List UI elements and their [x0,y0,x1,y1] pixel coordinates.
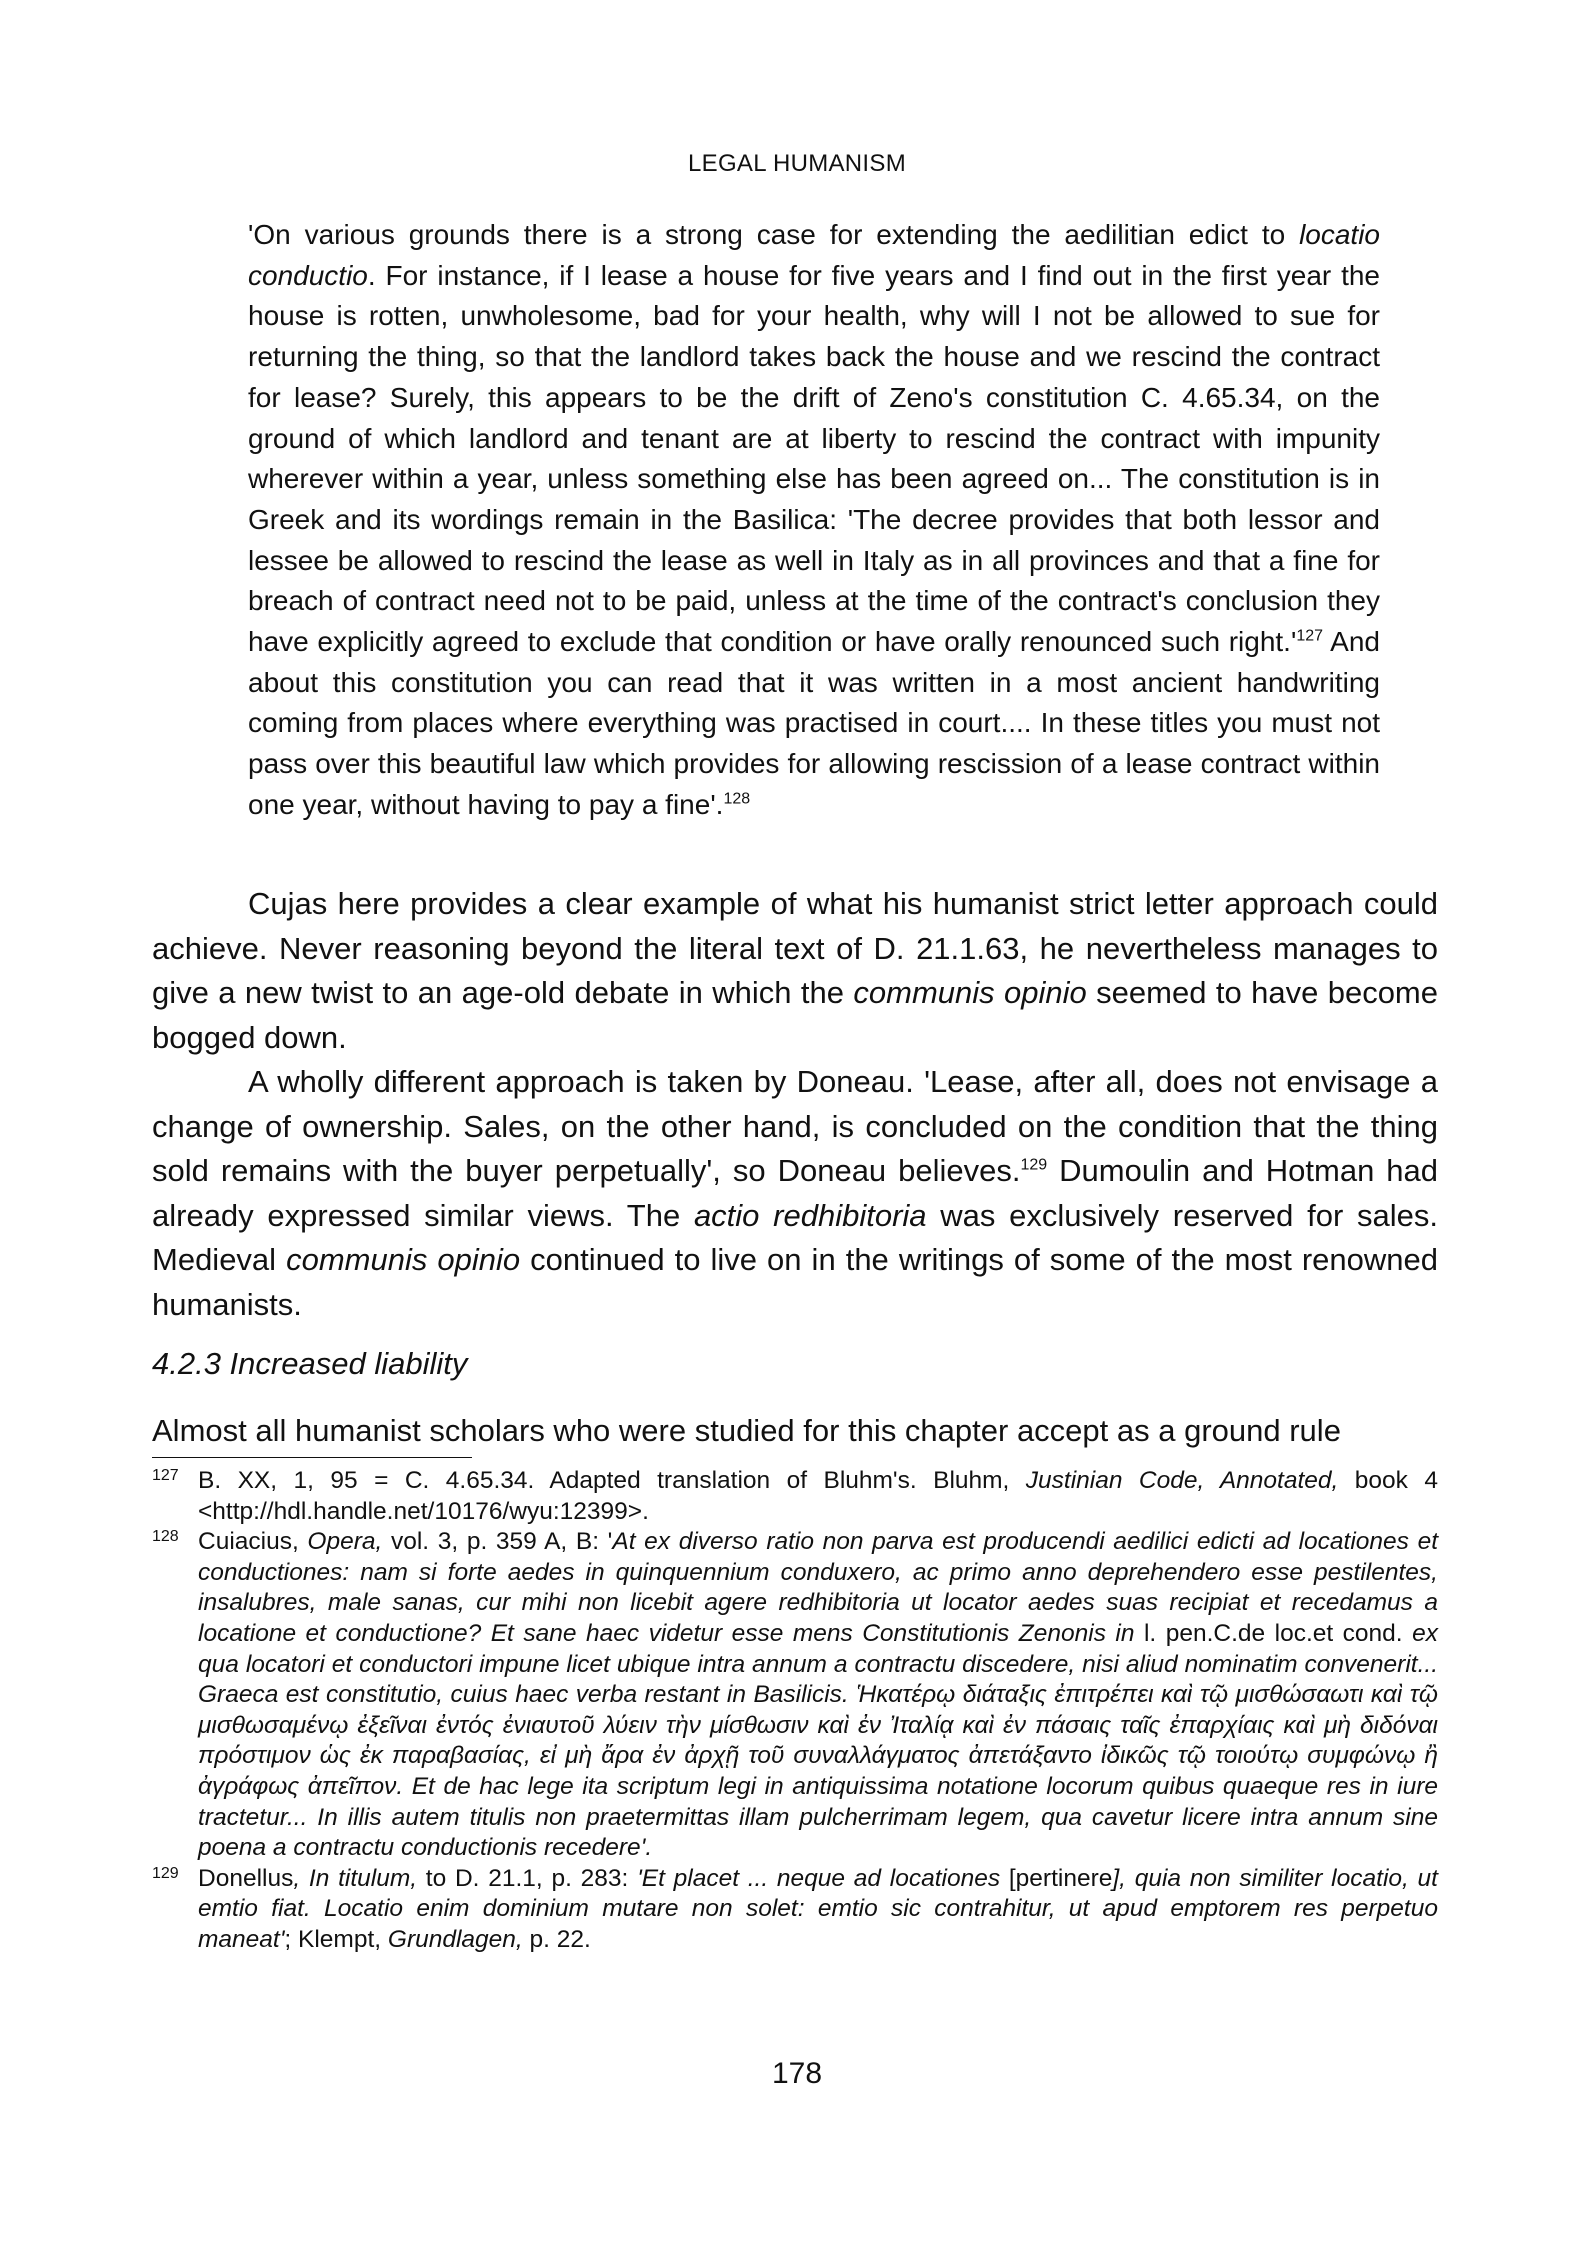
footnote-129: 129 Donellus, In titulum, to D. 21.1, p. 283: 'Et placet ... neque ad locationes [pertinere], quia non similiter locatio, ut emtio fiat. Locatio enim dominium mutare non solet: emtio sic contrahitur, ut apud emptorem res perpetuo maneat'; Klempt, Grundlagen, p. 22. [152,1864,1438,1956]
page-number: 178 [771,2057,823,2090]
block-quote [248,215,1380,826]
footnote-ref-128[interactable]: 128 [723,790,751,808]
quote-paragraph: 'On various grounds there is a strong case for extending the aedilitian edict to locatio conductio. For instance, if I lease a house for five years and I find out in the first year the house is rotten, unwholesome, bad for your health, why will I not be allowed to sue for returning the thing, so that the landlord takes back the house and we rescind the contract for lease? Surely, this appears to be the drift of Zeno's constitution C. 4.65.34, on the ground of which landlord and tenant are at liberty to rescind the contract with impunity wherever within a year, unless something else has been agreed on... The constitution is in Greek and its wordings remain in the Basilica: 'The decree provides that both lessor and lessee be allowed to rescind the lease as well in Italy as in all provinces and that a fine for breach of contract need not to be paid, unless at the time of the contract's conclusion they have explicitly agreed to exclude that condition or have orally renounced such $right.'^{127}$ And about this constitution you can read that it was written in a most ancient handwriting coming from places where everything was practised in court.... In these titles you must not pass over this beautiful law which provides for allowing rescission of a lease contract within one year, without having to pay a fine'.$^{128}$ [248,219,1380,820]
body-paragraph-2: A wholly different approach is taken by Doneau. 'Lease, after all, does not envisage a change of ownership. Sales, on the other hand, is concluded on the condition that the thing sold remains with the buyer perpetually', so Doneau believes.$^{129}$ Dumoulin and Hotman had already expressed similar views. The actio redhibitoria was exclusively reserved for sales. Medieval communis opinio continued to live on in the writings of some of the most renowned humanists. [152,1064,1439,1322]
footnote-127: 127 B. XX, 1, 95 = C. 4.65.34. Adapted translation of Bluhm's. Bluhm, Justinian Code, Annotated, book 4 <http://hdl.handle.net/10176/wyu:12399>. [152,1466,1438,1527]
footnotes [152,1466,1438,1956]
section-heading: 4.2.3 Increased liability [152,1346,468,1381]
footnote-separator [152,1457,472,1458]
footnote-number: 128 [152,1528,179,1546]
footnote-ref-127[interactable]: 127 [1296,627,1324,645]
footnote-128: 128 Cuiacius, Opera, vol. 3, p. 359 A, B: 'At ex diverso ratio non parva est producendi aedilici edicti ad locationes et conductiones: nam si forte aedes in quinquennium conduxero, ac primo anno deprehendero esse pestilentes, insalubres, male sanas, cur mihi non licebit agere redhibitoria ut locator aedes suas recipiat et recedamus a locatione et conductione? Et sane haec videtur esse mens Constitutionis Zenonis in l. pen.C.de loc.et cond. ex qua locatori et conductori impune licet ubique intra annum a contractu discedere, nisi aliud nominatim convenerit... Graeca est constitutio, cuius haec verba restant in Basilicis. Ἡκατέρῳ διάταξις ἐπιτρέπει καὶ τῷ μισθώσαωτι καὶ τῷ μισθωσαμένῳ ἐξεῖναι ἐντός ἐνιαυτοῦ λύειν τὴν μίσθωσιν καὶ ἐν Ἰταλίᾳ καὶ ἐν πάσαις ταῖς ἐπαρχίαις καὶ μὴ διδόναι πρόστιμον ὡς ἐκ παραβασίας, εἰ μὴ ἄρα ἐν ἀρχῇ τοῦ συναλλάγματος ἀπετάξαντο ἰδικῶς τῷ τοιούτῳ συμφώνῳ ἢ ἀγράφως ἀπεῖπον. Et de hac lege ita scriptum legi in antiquissima notatione locorum quibus quaeque res in iure tractetur... In illis autem titulis non praetermittas illam pulcherrimam legem, qua cavetur licere intra annum sine poena a contractu conductionis recedere'. [152,1527,1438,1864]
body-paragraph-3: Almost all humanist scholars who were studied for this chapter accept as a ground rule [152,1413,1341,1448]
body-paragraph-1: Cujas here provides a clear example of what his humanist strict letter approach could achieve. Never reasoning beyond the literal text of D. 21.1.63, he nevertheless manages to give a new twist to an age-old debate in which the communis opinio seemed to have become bogged down. [152,886,1438,1055]
footnote-ref-129[interactable]: 129 [1020,1156,1048,1174]
running-header: LEGAL HUMANISM [687,150,907,177]
footnote-number: 127 [152,1467,179,1484]
footnote-number: 129 [152,1864,179,1882]
